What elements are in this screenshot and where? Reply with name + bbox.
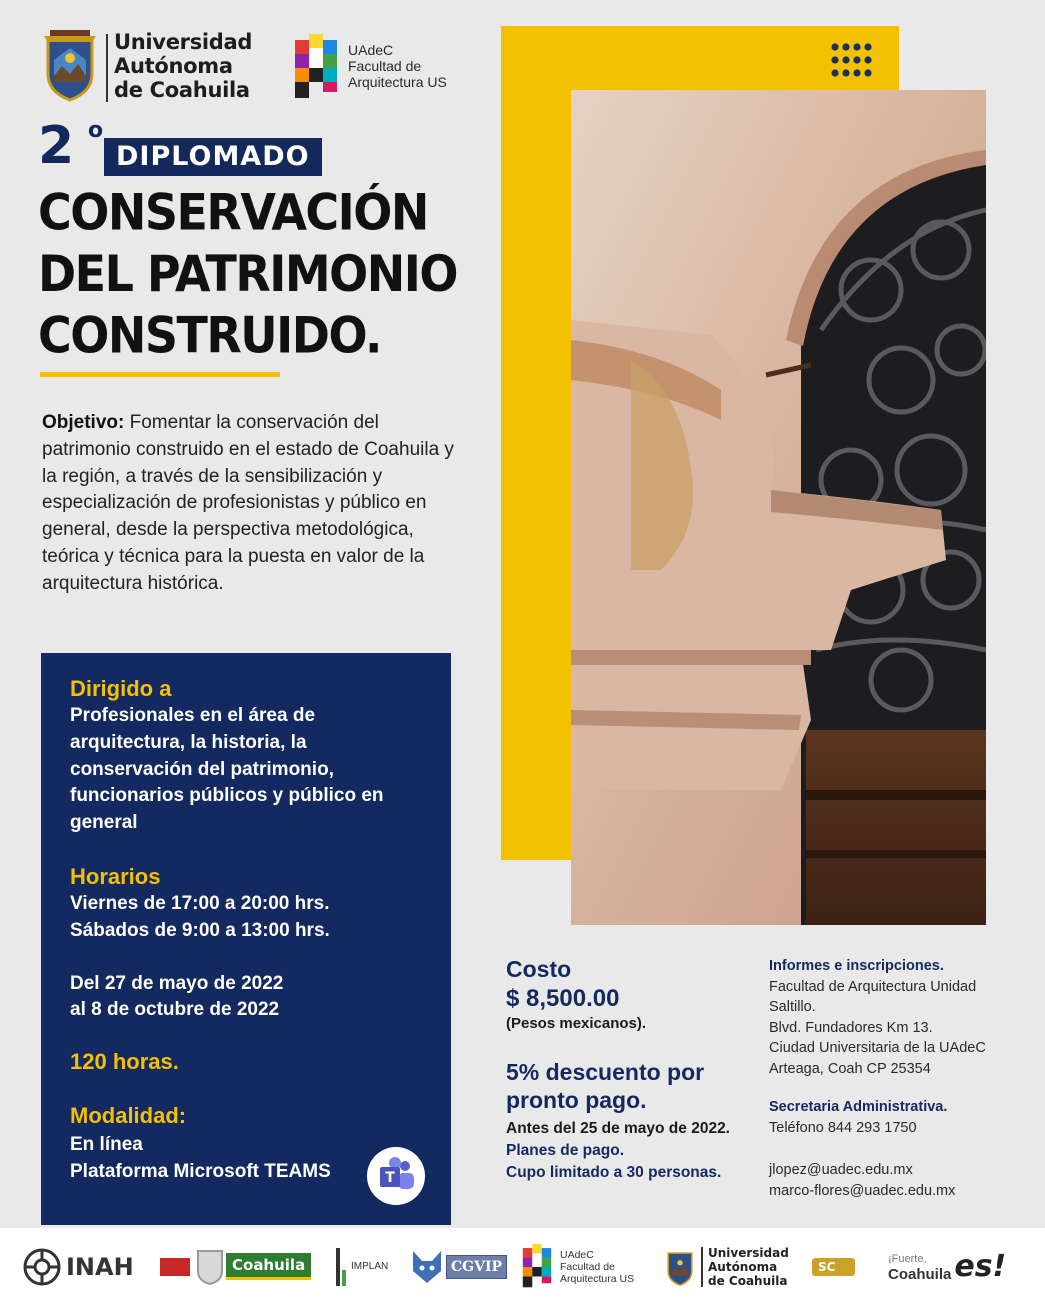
payment-plans: Planes de pago. xyxy=(506,1142,625,1159)
implan-logo xyxy=(334,1228,404,1305)
edition-number: 2 xyxy=(38,116,74,176)
university-name-line: de Coahuila xyxy=(114,78,250,102)
title-line: CONSERVACIÓN xyxy=(38,183,428,242)
faculty-logo-icon xyxy=(295,34,337,102)
wolf-icon xyxy=(410,1249,444,1285)
microsoft-teams-icon xyxy=(366,1146,426,1206)
address-line: Facultad de Arquitectura Unidad Saltillo. xyxy=(769,978,977,1015)
schedule-text xyxy=(70,891,423,945)
audience-text: Profesionales en el área de arquitectura, la historia, la conservación del patrimonio, funcionarios públicos y público en general xyxy=(70,705,384,834)
slogan-small: ¡Fuerte, xyxy=(888,1252,927,1265)
cost-section xyxy=(506,956,756,1184)
university-footer-shield-icon xyxy=(664,1247,696,1287)
state-shield-icon xyxy=(196,1228,226,1305)
sponsor-footer xyxy=(0,1228,1045,1305)
faculty-footer-line: Arquitectura US xyxy=(560,1272,635,1285)
state-gov-badge xyxy=(160,1228,192,1305)
address-line: Arteaga, Coah CP 25354 xyxy=(769,1060,931,1077)
cgvip-logo xyxy=(410,1228,516,1305)
audience-heading: Dirigido a xyxy=(70,676,172,701)
coahuila-label: Coahuila xyxy=(226,1253,311,1280)
phone-number: Teléfono 844 293 1750 xyxy=(769,1119,917,1136)
discount-line: pronto pago. xyxy=(506,1087,647,1113)
faculty-footer-line: UAdeC xyxy=(560,1248,594,1261)
address-line: Ciudad Universitaria de la UAdeC xyxy=(769,1040,986,1056)
sc-logo xyxy=(812,1228,878,1305)
historic-window-photo xyxy=(571,90,986,925)
implan-icon xyxy=(334,1246,348,1288)
sc-label: SC xyxy=(812,1258,855,1276)
edition-superscript: o xyxy=(88,118,104,143)
secretary-heading: Secretaria Administrativa. xyxy=(769,1099,948,1115)
cgvip-label: CGVIP xyxy=(446,1255,507,1279)
faculty-line: Facultad de xyxy=(348,58,422,74)
slogan-es: es! xyxy=(954,1249,1007,1284)
implan-label: IMPLAN xyxy=(351,1261,389,1272)
contact-info xyxy=(769,956,1019,1201)
objective-text: Fomentar la conservación del patrimonio construido en el estado de Coahuila y la región, a través de la sensibilización y especialización de profesionistas y público en general, desde la perspectiva metodológica, teórica y técnica para la puesta en valor de la arquitectura histórica. xyxy=(42,412,454,594)
discount-heading xyxy=(506,1058,756,1114)
email-link[interactable]: jlopez@uadec.edu.mx xyxy=(769,1162,913,1178)
inah-label: INAH xyxy=(66,1252,134,1281)
schedule-line: Viernes de 17:00 a 20:00 hrs. xyxy=(70,892,330,914)
faculty-footer-logo xyxy=(522,1228,652,1305)
title-underline xyxy=(40,372,280,377)
info-heading: Informes e inscripciones. xyxy=(769,958,944,974)
coahuila-logo xyxy=(226,1228,316,1305)
modality-line: Plataforma Microsoft TEAMS xyxy=(70,1160,331,1182)
university-name-line: Autónoma xyxy=(114,54,233,78)
page-title xyxy=(38,182,498,367)
total-hours: 120 horas. xyxy=(70,1049,179,1075)
cost-heading: Costo xyxy=(506,956,572,982)
objective-paragraph xyxy=(42,410,472,598)
inah-logo xyxy=(22,1228,150,1305)
university-name xyxy=(114,30,284,102)
cost-value: $ 8,500.00 xyxy=(506,985,620,1012)
faculty-footer-icon xyxy=(522,1244,552,1290)
university-footer-line: Universidad xyxy=(708,1245,789,1260)
title-line: DEL PATRIMONIO xyxy=(38,244,457,303)
svg-text:T: T xyxy=(385,1170,395,1186)
university-footer-logo xyxy=(664,1228,804,1305)
date-line: Del 27 de mayo de 2022 xyxy=(70,972,284,994)
university-name-line: Universidad xyxy=(114,30,253,54)
cost-currency-note: (Pesos mexicanos). xyxy=(506,1015,647,1032)
inah-icon xyxy=(22,1247,62,1287)
address-line: Blvd. Fundadores Km 13. xyxy=(769,1019,933,1036)
email-link[interactable]: marco-flores@uadec.edu.mx xyxy=(769,1182,956,1199)
date-line: al 8 de octubre de 2022 xyxy=(70,999,280,1021)
course-details-panel xyxy=(41,653,451,1225)
uadec-shield-logo xyxy=(40,30,100,102)
header-divider xyxy=(106,34,108,102)
discount-line: 5% descuento por xyxy=(506,1059,705,1085)
schedule-line: Sábados de 9:00 a 13:00 hrs. xyxy=(70,919,330,941)
university-footer-line: Autónoma xyxy=(708,1259,778,1274)
university-footer-line: de Coahuila xyxy=(708,1273,788,1288)
slogan-big: Coahuila xyxy=(888,1265,952,1283)
dots-grid-icon xyxy=(830,42,874,78)
date-range xyxy=(70,971,423,1025)
schedule-heading: Horarios xyxy=(70,863,161,889)
modality-line: En línea xyxy=(70,1134,143,1156)
title-line: CONSTRUIDO. xyxy=(38,306,382,365)
faculty-logo-text xyxy=(348,42,498,90)
faculty-footer-line: Facultad de xyxy=(560,1260,615,1273)
fuerte-coahuila-logo xyxy=(888,1228,1028,1305)
objective-label: Objetivo: xyxy=(42,412,125,433)
capacity-note: Cupo limitado a 30 personas. xyxy=(506,1164,722,1181)
modality-heading: Modalidad: xyxy=(70,1103,187,1129)
diplomado-badge: DIPLOMADO xyxy=(104,138,322,176)
faculty-line: UAdeC xyxy=(348,42,394,58)
faculty-line: Arquitectura US xyxy=(348,74,447,90)
discount-deadline: Antes del 25 de mayo de 2022. xyxy=(506,1120,730,1137)
